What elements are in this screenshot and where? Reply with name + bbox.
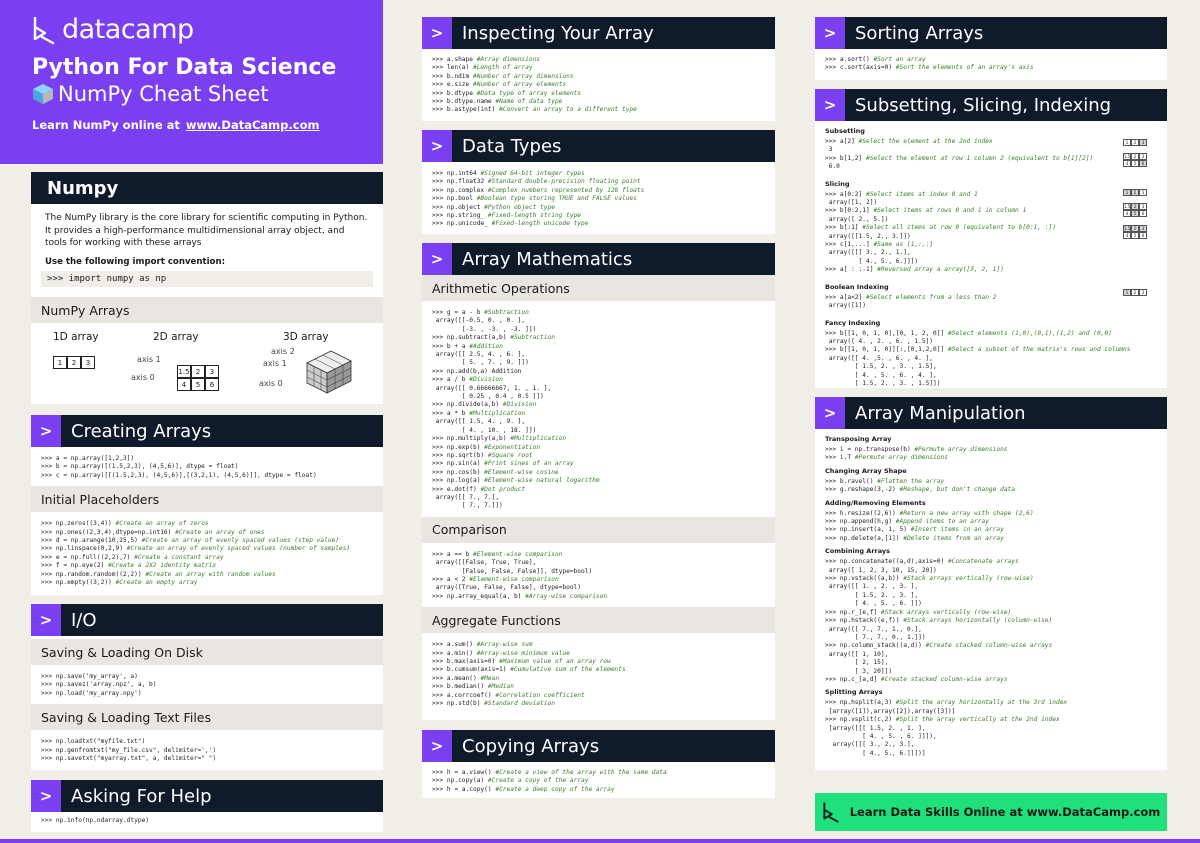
copying-header [422,730,775,762]
mini-grid-slice-1d [1123,189,1147,196]
import-convention-label: Use the following import convention: [45,256,226,267]
axis1-label-2d: axis 1 [137,355,161,364]
cell: 3 [205,365,219,378]
addrem-head: Adding/Removing Elements [825,498,926,507]
grid-cell: 5 [1131,210,1139,217]
subsetting-title: Subsetting, Slicing, Indexing [855,94,1112,116]
grid-cell: 2 [1131,203,1139,210]
array-diagrams [31,323,383,404]
import-code: >>> import numpy as np [41,271,373,287]
array-math-title: Array Mathematics [462,248,633,270]
slicing-head: Slicing [825,179,850,188]
logo-text: datacamp [62,14,194,45]
hero-link-line [32,118,383,132]
learn-online-label: Learn Data Skills Online at www.DataCamp.com [849,805,1161,819]
comparison-head: Comparison [422,517,775,543]
grid-cell: 5 [1131,160,1139,167]
numpy-panel-header [31,172,383,204]
split-head: Splitting Arrays [825,688,883,697]
grid-cell: 2 [1131,153,1139,160]
addrem-code: >>> h.resize((2,6)) #Return a new array with shape (2,6) >>> np.append(h,g) #Append items to an array >>> np.insert(a, 1, 5) #Insert items in an array >>> np.delete(a,[1]) #Delete items from an array [825,509,1034,542]
label-3d: 3D array [283,331,329,343]
cell: 1 [53,356,67,369]
grid-cell: 2 [1131,139,1139,146]
data-types-header [422,130,775,162]
chevron-right-icon: > [422,130,452,162]
initial-placeholders-code: >>> np.zeros((3,4)) #Create an array of zeros >>> np.ones((2,3,4),dtype=np.int16) #Create an array of ones >>> d = np.arange(10,25,5) #Create an array of evenly spaced values (step value) >>> np.linspace(0,2,9) #Create an array of evenly spaced values (number of samples) >>> e = np.full((2,2),7) #Create a constant array >>> f = np.eye(2) #Create a 2X2 identity matrix >>> np.random.random((2,2)) #Create an array with random values >>> np.empty((3,2)) #Create an empty array [41,520,351,587]
combine-code: >>> np.concatenate((a,d),axis=0) #Concatenate arrays array([ 1, 2, 3, 10, 15, 20]) >>> np.vstack((a,b)) #Stack arrays vertically (row-wise) array([[ 1. , 2. , 3. ], [ 1.5, 2. , 3. ], [ 4. , 5. , 6. ]]) >>> np.r_[e,f] #Stack arrays vertically (row-wise) >>> np.hstack((e,f)) #Stack arrays horizontally (column-wise) array([[ 7., 7., 1., 0.], [ 7., 7., 0., 1.]]) >>> np.column_stack((a,d)) #Create stacked column-wise arrays array([[ 1, 10], [ 2, 15], [ 3, 20]]) >>> np.c_[a,d] #Create stacked column-wise arrays [825,558,1053,683]
shape-code: >>> b.ravel() #Flatten the array >>> g.reshape(3,-2) #Reshape, but don't change data [825,477,1015,494]
cell: 3 [81,356,95,369]
datacamp-logo[interactable] [32,14,383,45]
learn-online-button[interactable] [815,793,1167,831]
grid-cell: 1 [1123,289,1131,296]
fancy-code: >>> b[[1, 0, 1, 0],[0, 1, 2, 0]] #Select elements (1,0),(0,1),(1,2) and (0,0) array([ 4. , 2. , 6. , 1.5]) >>> b[[1, 0, 1, 0]][:,[0,1,2,0]] #Select a subset of the matrix's rows and columns array([[ 4. ,5. , 6. , 4. ], [ 1.5, 2. , 3. , 1.5], [ 4. , 5. , 6. , 4. ], [ 1.5, 2. , 3. , 1.5]]) [825,329,1131,387]
grid-cell: 1 [1123,189,1131,196]
cell: 2 [191,365,205,378]
grid-cell: 3 [1139,225,1147,232]
grid-cell: 1.5 [1123,226,1131,231]
datacamp-logo-icon [32,15,56,45]
io-panel [31,604,383,770]
grid-cell: 3 [1139,139,1147,146]
numpy-intro [31,204,383,268]
grid-cell: 2 [1131,225,1139,232]
arithmetic-code: >>> g = a - b #Subtraction array([[-0.5, 0. , 0. ], [-3. , -3. , -3. ]]) >>> np.subtract(a,b) #Subtraction >>> b + a #Addition array([[ 2.5, 4. , 6. ], [ 5. , 7. , 9. ]]) >>> np.add(b,a) Addition >>> a / b #Division array([[ 0.66666667, 1. , 1. ], [ 0.25 , 0.4 , 0.5 ]]) >>> np.divide(a,b) #Division >>> a * b #Multiplication array([[ 1.5, 4. , 9. ], [ 4. , 10. , 18. ]]) >>> np.multiply(a,b) #Multiplication >>> np.exp(b) #Exponentiation >>> np.sqrt(b) #Square root >>> np.sin(a) #Print sines of an array >>> np.cos(b) #Element-wise cosine >>> np.log(a) #Element-wise natural logarithm >>> e.dot(f) #Dot product array([[ 7., 7.], [ 7., 7.]]) [432,309,600,510]
chevron-right-icon: > [815,397,845,429]
manipulation-header [815,397,1167,429]
data-types-panel [422,130,775,234]
label-1d: 1D array [53,331,99,343]
boolean-head: Boolean Indexing [825,282,889,291]
help-title: Asking For Help [71,785,212,807]
sorting-code: >>> a.sort() #Sort an array >>> c.sort(axis=0) #Sort the elements of an array's axis [825,56,1034,72]
array-math-header [422,243,775,275]
chevron-right-icon: > [31,604,61,636]
creating-arrays-header [31,415,383,447]
creating-arrays-title: Creating Arrays [71,420,212,442]
data-types-title: Data Types [462,135,562,157]
initial-placeholders-head: Initial Placeholders [31,486,383,512]
bottom-stripe [0,839,1200,843]
hero-link-prefix: Learn NumPy online at [32,118,180,132]
grid-cell: 1 [1123,139,1131,146]
grid-cell: 4 [1123,160,1131,167]
cell: 6 [205,378,219,391]
grid-cell: 1.5 [1123,154,1131,159]
grid-cell: 3 [1139,203,1147,210]
sorting-title: Sorting Arrays [855,22,984,44]
subsetting-head: Subsetting [825,127,865,135]
grid-cell: 6 [1139,160,1147,167]
boolean-code: >>> a[a<2] #Select elements from a less than 2 array([1]) [825,293,997,310]
shape-head: Changing Array Shape [825,466,907,475]
chevron-right-icon: > [422,17,452,49]
copying-panel [422,730,775,798]
cell: 5 [191,378,205,391]
hero-banner [0,0,383,164]
chevron-right-icon: > [815,17,845,49]
split-code: >>> np.hsplit(a,3) #Split the array horizontally at the 3rd index [array([1]),array([2]),array([3])] >>> np.vsplit(c,2) #Split the array vertically at the 2nd index [array([[[ 1.5, 2. , 1. ], [ 4. , 5. , 6. ]]]), array([[[ 3., 2., 3.], [ 4., 5., 6.]]])] [825,699,1068,757]
help-code: >>> np.info(np.ndarray.dtype) [41,817,150,824]
axis1-label-3d: axis 1 [263,359,287,368]
text-files-head: Saving & Loading Text Files [31,704,383,730]
disk-code: >>> np.save('my_array', a) >>> np.savez('array.npz', a, b) >>> np.load('my_array.npy') [41,673,157,697]
manipulation-title: Array Manipulation [855,402,1026,424]
mini-grid-boolean [1123,289,1147,296]
transpose-head: Transposing Array [825,435,892,443]
hero-subtitle [32,82,383,106]
grid-cell: 4 [1123,210,1131,217]
grid-cell: 2 [1131,189,1139,196]
axis2-label-3d: axis 2 [271,347,295,356]
cell: 2 [67,356,81,369]
copying-title: Copying Arrays [462,735,600,757]
chevron-right-icon: > [422,730,452,762]
array-2d-row0 [177,365,219,378]
subsetting-code: >>> a[2] #Select the element at the 2nd index 3 >>> b[1,2] #Select the element at row 1 column 2 (equivalent to b[1][2]) 6.0 [825,138,1094,171]
cube-3d-icon [303,347,355,395]
chevron-right-icon: > [31,780,61,812]
creating-arrays-code: >>> a = np.array([1,2,3]) >>> b = np.array([(1.5,2,3), (4,5,6)], dtype = float) >>> c = np.array([[(1.5,2,3), (4,5,6)],[(3,2,1), (4,5,6)]], dtype = float) [41,455,317,479]
grid-cell: 3 [1139,189,1147,196]
slicing-code: >>> a[0:2] #Select items at index 0 and 1 array([1, 2]) >>> b[0:2,1] #Select items at rows 0 and 1 in column 1 array([ 2., 5.]) >>> b[:1] #Select all items at row 0 (equivalent to b[0:1, :]) array([[1.5, 2., 3.]]) >>> c[1,...] #Same as [1,:,:] array([[[ 3., 2., 1.], [ 4., 5., 6.]]]) >>> a[ : :-1] #Reversed array a array([3, 2, 1]) [825,190,1056,274]
grid-cell: 1.5 [1123,204,1131,209]
aggregate-code: >>> a.sum() #Array-wise sum >>> a.min() #Array-wise minimum value >>> b.max(axis=0) #Maximum value of an array row >>> b.cumsum(axis=1) #Cumulative sum of the elements >>> a.mean() #Mean >>> b.median() #Median >>> a.corrcoef() #Correlation coefficient >>> np.std(b) #Standard deviation [432,641,626,708]
copying-code: >>> h = a.view() #Create a view of the array with the same data >>> np.copy(a) #Create a copy of the array >>> h = a.copy() #Create a deep copy of the array [432,769,667,793]
help-panel [31,780,383,832]
sorting-panel [815,17,1167,80]
array-1d-cells [53,356,95,369]
fancy-head: Fancy Indexing [825,318,881,327]
numpy-arrays-head: NumPy Arrays [31,297,383,323]
data-types-code: >>> np.int64 #Signed 64-bit integer types >>> np.float32 #Standard double-precision floating point >>> np.complex #Complex numbers represented by 128 floats >>> np.bool #Boolean type storing TRUE and FALSE values >>> np.object #Python object type >>> np.string_ #Fixed-length string type >>> np.unicode_ #Fixed-length unicode type [432,170,645,228]
hero-link-url[interactable]: www.DataCamp.com [185,118,320,132]
mini-grid-slice-row [1123,225,1147,239]
subsetting-panel [815,89,1167,388]
chevron-right-icon: > [815,89,845,121]
chevron-right-icon: > [422,243,452,275]
io-header [31,604,383,636]
help-header [31,780,383,812]
datacamp-logo-icon [822,801,840,823]
numpy-title: Numpy [47,177,119,199]
hero-title: Python For Data Science [32,55,337,80]
subsetting-header [815,89,1167,121]
comparison-code: >>> a == b #Element-wise comparison array([[False, True, True], [False, False, False]], dtype=bool) >>> a < 2 #Element-wise comparison array([True, False, False], dtype=bool) >>> np.array_equal(a, b) #Array-wise comparison [432,550,608,600]
cell: 4 [177,378,191,391]
io-title: I/O [71,609,97,631]
array-2d-row1 [177,378,219,391]
manipulation-panel [815,397,1167,770]
text-files-code: >>> np.loadtxt("myfile.txt") >>> np.genfromtxt("my_file.csv", delimiter=',') >>> np.savetxt("myarray.txt", a, delimiter=" ") [41,738,217,763]
inspecting-code: >>> a.shape #Array dimensions >>> len(a) #Length of array >>> b.ndim #Number of array dimensions >>> e.size #Number of array elements >>> b.dtype #Data type of array elements >>> b.dtype.name #Name of data type >>> b.astype(int) #Convert an array to a different type [432,56,637,114]
transpose-code: >>> i = np.transpose(b) #Permute array dimensions >>> i.T #Permute array dimensions [825,446,1008,462]
arithmetic-head: Arithmetic Operations [422,275,775,301]
cell: 1.5 [177,365,191,378]
mini-grid-2d [1123,153,1147,167]
hero-subtitle-text: NumPy Cheat Sheet [58,82,269,106]
grid-cell: 4 [1123,232,1131,239]
mini-grid-slice-col [1123,203,1147,217]
label-2d: 2D array [153,331,199,343]
inspecting-panel [422,17,775,121]
disk-head: Saving & Loading On Disk [31,639,383,665]
inspecting-header [422,17,775,49]
combine-head: Combining Arrays [825,547,891,556]
grid-cell: 2 [1131,289,1139,296]
inspecting-title: Inspecting Your Array [462,22,654,44]
chevron-right-icon: > [31,415,61,447]
numpy-cube-icon [32,83,54,105]
aggregate-head: Aggregate Functions [422,607,775,633]
creating-arrays-panel [31,415,383,595]
axis0-label-3d: axis 0 [259,379,283,388]
sorting-header [815,17,1167,49]
axis0-label-2d: axis 0 [131,373,155,382]
array-math-panel [422,243,775,720]
numpy-panel [31,172,383,404]
grid-cell: 5 [1131,232,1139,239]
numpy-intro-text: The NumPy library is the core library for scientific computing in Python. It provides a high-performance multidimensional array object, and tools for working with these arrays [45,213,368,248]
mini-grid-1d [1123,139,1147,146]
grid-cell: 3 [1139,289,1147,296]
grid-cell: 6 [1139,232,1147,239]
grid-cell: 3 [1139,153,1147,160]
grid-cell: 6 [1139,210,1147,217]
